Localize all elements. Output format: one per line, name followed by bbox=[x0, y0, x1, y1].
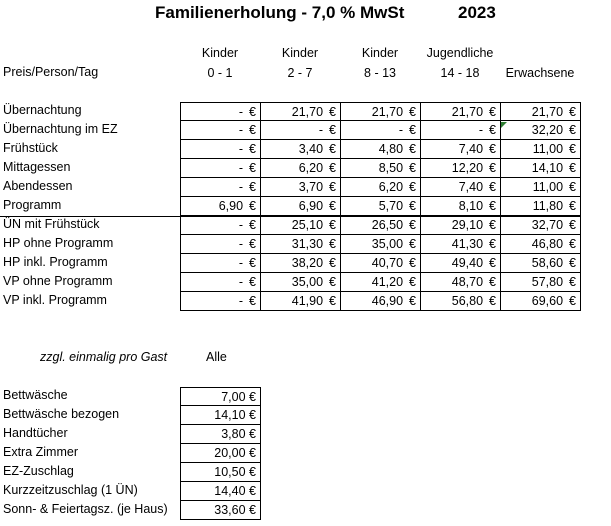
price-value: - bbox=[238, 180, 244, 194]
currency-symbol: € bbox=[329, 199, 336, 213]
price-cell[interactable] bbox=[420, 235, 501, 254]
currency-symbol: € bbox=[489, 123, 496, 137]
currency-symbol: € bbox=[409, 123, 416, 137]
price-cell[interactable] bbox=[340, 102, 421, 121]
price-value: 69,60 bbox=[531, 294, 564, 308]
price-cell[interactable] bbox=[500, 235, 581, 254]
currency-symbol: € bbox=[569, 237, 576, 251]
currency-symbol: € bbox=[489, 218, 496, 232]
price-value: 21,70 bbox=[531, 105, 564, 119]
table-row-label: HP inkl. Programm bbox=[3, 255, 108, 269]
price-cell[interactable] bbox=[340, 178, 421, 197]
price-cell[interactable] bbox=[340, 292, 421, 311]
page-title: Familienerholung - 7,0 % MwSt bbox=[155, 3, 405, 22]
price-cell[interactable] bbox=[260, 292, 341, 311]
price-cell[interactable] bbox=[260, 273, 341, 292]
currency-symbol: € bbox=[329, 275, 336, 289]
extras-price-value: 14,40 € bbox=[214, 484, 256, 498]
price-value: 56,80 bbox=[451, 294, 484, 308]
currency-symbol: € bbox=[569, 161, 576, 175]
extras-price-value: 33,60 € bbox=[214, 503, 256, 517]
price-value: - bbox=[318, 123, 324, 137]
price-value: - bbox=[238, 256, 244, 270]
price-value: 7,40 bbox=[458, 142, 484, 156]
currency-symbol: € bbox=[569, 275, 576, 289]
price-value: 48,70 bbox=[451, 275, 484, 289]
price-value: 35,00 bbox=[291, 275, 324, 289]
price-cell[interactable] bbox=[420, 178, 501, 197]
price-cell[interactable] bbox=[340, 235, 421, 254]
price-value: 41,90 bbox=[291, 294, 324, 308]
currency-symbol: € bbox=[409, 180, 416, 194]
currency-symbol: € bbox=[489, 275, 496, 289]
extras-price-cell[interactable] bbox=[180, 406, 261, 425]
price-value: 58,60 bbox=[531, 256, 564, 270]
column-header-bottom: 8 - 13 bbox=[364, 66, 396, 80]
price-cell[interactable] bbox=[180, 292, 261, 311]
currency-symbol: € bbox=[249, 142, 256, 156]
currency-symbol: € bbox=[329, 294, 336, 308]
currency-symbol: € bbox=[569, 294, 576, 308]
price-value: 3,70 bbox=[298, 180, 324, 194]
price-value: 46,80 bbox=[531, 237, 564, 251]
table-row-label: Frühstück bbox=[3, 141, 58, 155]
price-value: 11,00 bbox=[532, 180, 564, 194]
price-value: 4,80 bbox=[378, 142, 404, 156]
table-row-label: Übernachtung bbox=[3, 103, 82, 117]
price-cell[interactable] bbox=[500, 102, 581, 121]
currency-symbol: € bbox=[249, 161, 256, 175]
price-value: 8,10 bbox=[458, 199, 484, 213]
row-label-header: Preis/Person/Tag bbox=[3, 65, 99, 79]
currency-symbol: € bbox=[249, 180, 256, 194]
price-cell[interactable] bbox=[180, 273, 261, 292]
currency-symbol: € bbox=[249, 105, 256, 119]
column-header-top: Jugendliche bbox=[426, 46, 494, 60]
price-cell[interactable] bbox=[420, 292, 501, 311]
extras-column-header: Alle bbox=[206, 350, 227, 364]
price-value: 6,20 bbox=[298, 161, 324, 175]
currency-symbol: € bbox=[569, 199, 576, 213]
extras-price-value: 20,00 € bbox=[214, 446, 256, 460]
extras-row-label: Kurzzeitzuschlag (1 ÜN) bbox=[3, 483, 138, 497]
price-cell[interactable] bbox=[180, 140, 261, 159]
currency-symbol: € bbox=[329, 105, 336, 119]
currency-symbol: € bbox=[249, 275, 256, 289]
currency-symbol: € bbox=[409, 218, 416, 232]
currency-symbol: € bbox=[569, 256, 576, 270]
extras-price-cell[interactable] bbox=[180, 387, 261, 406]
currency-symbol: € bbox=[489, 199, 496, 213]
currency-symbol: € bbox=[409, 237, 416, 251]
price-value: 38,20 bbox=[291, 256, 324, 270]
price-cell[interactable] bbox=[500, 216, 581, 235]
currency-symbol: € bbox=[409, 142, 416, 156]
currency-symbol: € bbox=[569, 218, 576, 232]
currency-symbol: € bbox=[489, 142, 496, 156]
currency-symbol: € bbox=[409, 256, 416, 270]
extras-price-cell[interactable] bbox=[180, 482, 261, 501]
price-cell[interactable] bbox=[420, 216, 501, 235]
price-value: 3,40 bbox=[298, 142, 324, 156]
currency-symbol: € bbox=[329, 180, 336, 194]
price-value: 7,40 bbox=[458, 180, 484, 194]
table-row-label: VP inkl. Programm bbox=[3, 293, 107, 307]
currency-symbol: € bbox=[329, 237, 336, 251]
price-cell[interactable] bbox=[340, 197, 421, 216]
price-cell[interactable] bbox=[420, 121, 501, 140]
price-cell[interactable] bbox=[420, 140, 501, 159]
price-value: 57,80 bbox=[531, 275, 564, 289]
extras-price-value: 14,10 € bbox=[214, 408, 256, 422]
price-cell[interactable] bbox=[340, 159, 421, 178]
table-row-label: VP ohne Programm bbox=[3, 274, 113, 288]
column-header-bottom: 2 - 7 bbox=[287, 66, 313, 80]
price-cell[interactable] bbox=[500, 159, 581, 178]
price-value: - bbox=[238, 161, 244, 175]
price-value: - bbox=[238, 218, 244, 232]
price-value: 41,20 bbox=[371, 275, 404, 289]
currency-symbol: € bbox=[409, 161, 416, 175]
column-header-bottom: Erwachsene bbox=[505, 66, 575, 80]
price-cell[interactable] bbox=[180, 159, 261, 178]
price-cell[interactable] bbox=[180, 216, 261, 235]
currency-symbol: € bbox=[489, 237, 496, 251]
extras-price-cell[interactable] bbox=[180, 463, 261, 482]
currency-symbol: € bbox=[249, 218, 256, 232]
price-cell[interactable] bbox=[260, 102, 341, 121]
extras-price-value: 7,00 € bbox=[221, 390, 256, 404]
price-cell[interactable] bbox=[340, 140, 421, 159]
currency-symbol: € bbox=[249, 256, 256, 270]
extras-note: zzgl. einmalig pro Gast bbox=[40, 350, 168, 364]
price-value: 21,70 bbox=[371, 105, 404, 119]
price-cell[interactable] bbox=[180, 102, 261, 121]
price-cell[interactable] bbox=[340, 216, 421, 235]
comment-indicator-icon[interactable] bbox=[501, 122, 507, 128]
currency-symbol: € bbox=[249, 123, 256, 137]
price-value: - bbox=[238, 123, 244, 137]
price-value: 11,80 bbox=[532, 199, 564, 213]
price-cell[interactable] bbox=[420, 159, 501, 178]
page-year: 2023 bbox=[458, 3, 496, 22]
price-value: 21,70 bbox=[451, 105, 484, 119]
price-value: 21,70 bbox=[291, 105, 324, 119]
extras-price-value: 10,50 € bbox=[214, 465, 256, 479]
price-cell[interactable] bbox=[260, 235, 341, 254]
price-value: 32,20 bbox=[531, 123, 564, 137]
price-cell[interactable] bbox=[340, 121, 421, 140]
currency-symbol: € bbox=[249, 294, 256, 308]
currency-symbol: € bbox=[409, 105, 416, 119]
extras-price-value: 3,80 € bbox=[221, 427, 256, 441]
price-cell[interactable] bbox=[180, 254, 261, 273]
price-value: - bbox=[238, 105, 244, 119]
column-header-top: Kinder bbox=[361, 46, 399, 60]
price-cell[interactable] bbox=[500, 292, 581, 311]
extras-row-label: Bettwäsche bezogen bbox=[3, 407, 120, 421]
currency-symbol: € bbox=[329, 142, 336, 156]
price-cell[interactable] bbox=[420, 254, 501, 273]
price-cell[interactable] bbox=[420, 273, 501, 292]
currency-symbol: € bbox=[409, 199, 416, 213]
price-value: 25,10 bbox=[291, 218, 324, 232]
price-cell[interactable] bbox=[500, 273, 581, 292]
price-value: 6,90 bbox=[298, 199, 324, 213]
extras-row-label: Sonn- & Feiertagsz. (je Haus) bbox=[3, 502, 168, 516]
price-cell[interactable] bbox=[180, 235, 261, 254]
price-value: 31,30 bbox=[291, 237, 324, 251]
price-value: 14,10 bbox=[531, 161, 564, 175]
extras-row-label: Handtücher bbox=[3, 426, 68, 440]
price-cell[interactable] bbox=[260, 140, 341, 159]
extras-price-cell[interactable] bbox=[180, 501, 261, 520]
price-value: - bbox=[238, 237, 244, 251]
price-cell[interactable] bbox=[500, 197, 581, 216]
currency-symbol: € bbox=[569, 142, 576, 156]
price-value: 49,40 bbox=[451, 256, 484, 270]
extras-row-label: Extra Zimmer bbox=[3, 445, 78, 459]
extras-price-cell[interactable] bbox=[180, 425, 261, 444]
currency-symbol: € bbox=[569, 105, 576, 119]
price-value: - bbox=[238, 294, 244, 308]
price-cell[interactable] bbox=[500, 140, 581, 159]
currency-symbol: € bbox=[489, 180, 496, 194]
price-value: 5,70 bbox=[378, 199, 404, 213]
extras-row-label: EZ-Zuschlag bbox=[3, 464, 74, 478]
price-cell[interactable] bbox=[260, 254, 341, 273]
currency-symbol: € bbox=[409, 275, 416, 289]
currency-symbol: € bbox=[489, 256, 496, 270]
price-value: - bbox=[238, 142, 244, 156]
table-row-label: ÜN mit Frühstück bbox=[3, 217, 100, 231]
price-cell[interactable] bbox=[340, 273, 421, 292]
currency-symbol: € bbox=[489, 294, 496, 308]
price-cell[interactable] bbox=[340, 254, 421, 273]
price-value: 26,50 bbox=[371, 218, 404, 232]
price-cell[interactable] bbox=[420, 197, 501, 216]
price-value: 6,20 bbox=[378, 180, 404, 194]
price-cell[interactable] bbox=[500, 121, 581, 140]
table-row-label: HP ohne Programm bbox=[3, 236, 114, 250]
currency-symbol: € bbox=[249, 199, 256, 213]
price-cell[interactable] bbox=[180, 197, 261, 216]
price-cell[interactable] bbox=[180, 178, 261, 197]
price-cell[interactable] bbox=[500, 254, 581, 273]
price-cell[interactable] bbox=[180, 121, 261, 140]
column-header-bottom: 0 - 1 bbox=[207, 66, 233, 80]
price-cell[interactable] bbox=[260, 159, 341, 178]
currency-symbol: € bbox=[329, 161, 336, 175]
price-cell[interactable] bbox=[420, 102, 501, 121]
price-cell[interactable] bbox=[260, 178, 341, 197]
price-value: 11,00 bbox=[532, 142, 564, 156]
price-value: - bbox=[238, 275, 244, 289]
column-header-top: Kinder bbox=[201, 46, 239, 60]
currency-symbol: € bbox=[569, 180, 576, 194]
price-value: 6,90 bbox=[218, 199, 244, 213]
column-header-top: Kinder bbox=[281, 46, 319, 60]
price-value: 29,10 bbox=[451, 218, 484, 232]
price-cell[interactable] bbox=[500, 178, 581, 197]
price-value: 41,30 bbox=[451, 237, 484, 251]
extras-row-label: Bettwäsche bbox=[3, 388, 68, 402]
price-cell[interactable] bbox=[260, 197, 341, 216]
table-row-label: Übernachtung im EZ bbox=[3, 122, 118, 136]
currency-symbol: € bbox=[409, 294, 416, 308]
price-value: 35,00 bbox=[371, 237, 404, 251]
currency-symbol: € bbox=[329, 123, 336, 137]
price-value: 8,50 bbox=[378, 161, 404, 175]
price-value: 32,70 bbox=[531, 218, 564, 232]
price-value: - bbox=[478, 123, 484, 137]
table-row-label: Abendessen bbox=[3, 179, 73, 193]
price-cell[interactable] bbox=[260, 216, 341, 235]
price-cell[interactable] bbox=[260, 121, 341, 140]
currency-symbol: € bbox=[249, 237, 256, 251]
column-header-bottom: 14 - 18 bbox=[440, 66, 480, 80]
price-value: 46,90 bbox=[371, 294, 404, 308]
currency-symbol: € bbox=[329, 256, 336, 270]
price-value: 12,20 bbox=[451, 161, 484, 175]
price-value: 40,70 bbox=[371, 256, 404, 270]
table-row-label: Programm bbox=[3, 198, 62, 212]
currency-symbol: € bbox=[489, 161, 496, 175]
price-value: - bbox=[398, 123, 404, 137]
currency-symbol: € bbox=[569, 123, 576, 137]
table-row-label: Mittagessen bbox=[3, 160, 71, 174]
currency-symbol: € bbox=[329, 218, 336, 232]
extras-price-cell[interactable] bbox=[180, 444, 261, 463]
currency-symbol: € bbox=[489, 105, 496, 119]
